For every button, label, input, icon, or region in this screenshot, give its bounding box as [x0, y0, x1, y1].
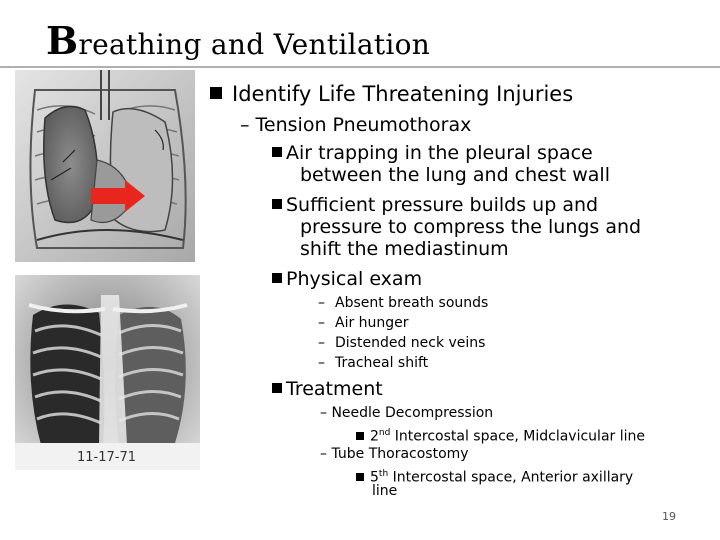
bullet-sufficient-pressure-cont2: shift the mediastinum [300, 238, 509, 260]
exam-item: – Distended neck veins [318, 335, 486, 351]
treatment-tube-detail-cont: line [372, 483, 398, 499]
square-bullet-icon [356, 432, 364, 440]
exam-item: – Tracheal shift [318, 355, 429, 371]
square-bullet-icon [272, 199, 282, 209]
lung-illustration [15, 70, 195, 262]
bullet-air-trapping: Air trapping in the pleural space [272, 142, 593, 164]
treatment-tube: – Tube Thoracostomy [320, 446, 469, 462]
chest-xray-image [15, 275, 200, 470]
bullet-sufficient-pressure-cont: pressure to compress the lungs and [300, 216, 642, 238]
sub-bullet-tension: – Tension Pneumothorax [240, 114, 472, 136]
exam-item: – Absent breath sounds [318, 295, 489, 311]
title-divider [0, 66, 720, 68]
bullet-air-trapping-cont: between the lung and chest wall [300, 164, 610, 186]
treatment-needle-detail: 2nd Intercostal space, Midclavicular line [356, 425, 645, 445]
square-bullet-icon [210, 87, 222, 99]
bullet-physical-exam: Physical exam [272, 268, 422, 290]
title-initial: B [46, 18, 79, 63]
treatment-needle: – Needle Decompression [320, 405, 494, 421]
bullet-treatment: Treatment [272, 378, 383, 400]
bullet-life-threatening [210, 82, 573, 106]
title-rest: reathing and Ventilation [78, 28, 431, 61]
page-number: 19 [662, 510, 676, 523]
square-bullet-icon [272, 383, 282, 393]
square-bullet-icon [272, 147, 282, 157]
treatment-tube-detail: 5th Intercostal space, Anterior axillary [356, 466, 633, 486]
slide-title [46, 18, 430, 63]
bullet-text: Identify Life Threatening Injuries [232, 82, 574, 106]
exam-item: – Air hunger [318, 315, 409, 331]
square-bullet-icon [272, 273, 282, 283]
bullet-sufficient-pressure: Sufficient pressure builds up and [272, 194, 598, 216]
square-bullet-icon [356, 473, 364, 481]
xray-date-label: 11-17-71 [77, 450, 137, 465]
